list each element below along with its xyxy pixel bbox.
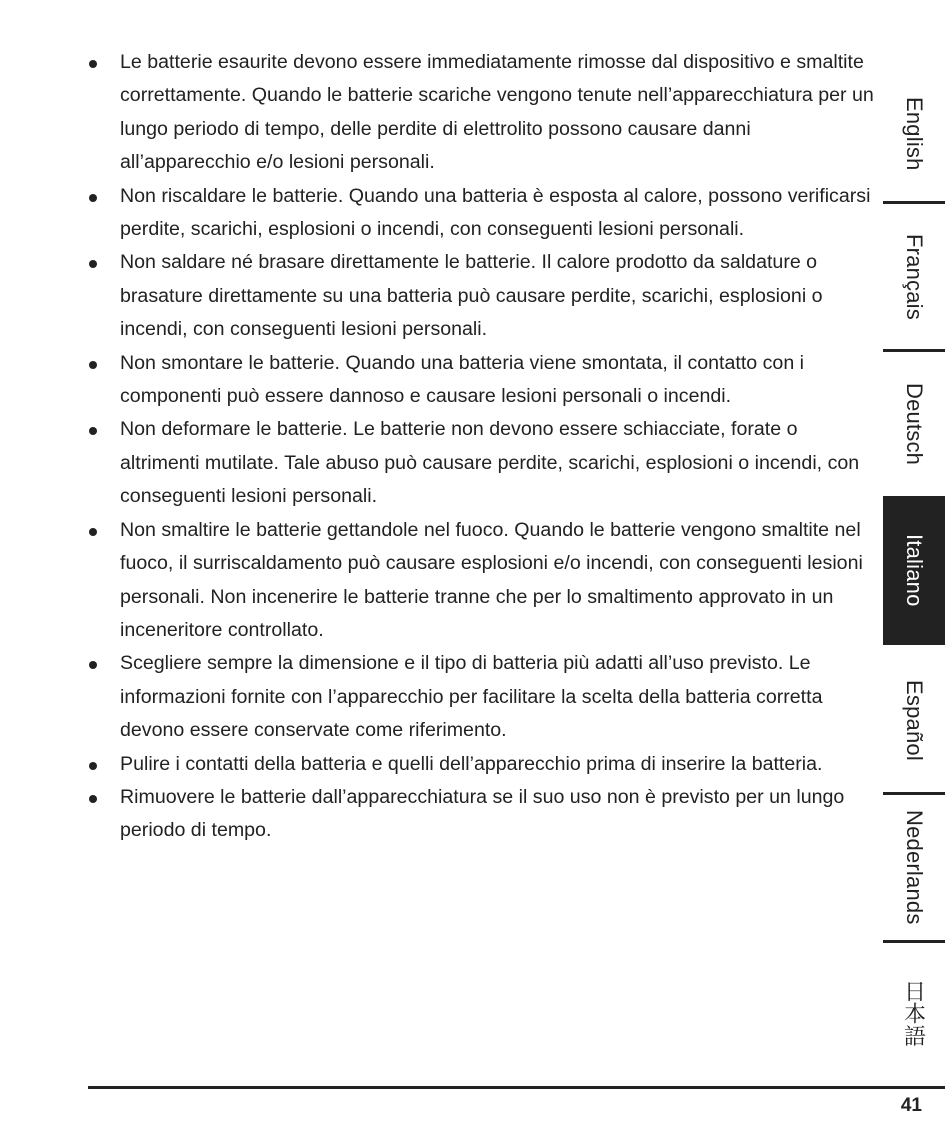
list-item [88,347,878,414]
list-item-text: Pulire i contatti della batteria e quelli dell’apparecchio prima di inserire la batteria. [120,752,823,775]
list-item-text: Non deformare le batterie. Le batterie non devono essere schiacciate, forate o altrimenti mutilate. Tale abuso può causare perdite, scarichi, esplosioni o incendi, con conseguenti lesioni personali. [120,418,860,508]
list-item [88,413,878,513]
battery-safety-list [88,46,878,848]
bullet-icon [89,427,97,435]
list-item [88,781,878,848]
tab-label: Español [902,680,927,761]
list-item-text: Rimuovere le batterie dall’apparecchiatura se il suo uso non è previsto per un lungo periodo di tempo. [120,785,845,842]
bullet-icon [89,60,97,68]
tab-label: Italiano [902,534,927,607]
bullet-icon [89,795,97,803]
footer-divider [88,1086,945,1089]
list-item [88,514,878,648]
bullet-icon [89,528,97,536]
list-item-text: Non saldare né brasare direttamente le batterie. Il calore prodotto da saldature o brasature direttamente su una batteria può causare perdite, scarichi, esplosioni o incendi, con conseguenti lesioni personali. [120,251,823,341]
list-item-text: Non riscaldare le batterie. Quando una batteria è esposta al calore, possono verificarsi perdite, scarichi, esplosioni o incendi, con conseguenti lesioni personali. [120,184,871,241]
tab-label: English [902,97,927,171]
bullet-icon [89,361,97,369]
list-item [88,180,878,247]
list-item [88,46,878,180]
bullet-icon [89,194,97,202]
tab-label: 日本語 [901,979,927,1047]
list-item-text: Scegliere sempre la dimensione e il tipo di batteria più adatti all’uso previsto. Le informazioni fornite con l’apparecchio per facilitare la scelta della batteria corretta devono essere conservate come riferimento. [120,652,823,742]
tab-italiano[interactable] [883,496,945,645]
bullet-icon [89,762,97,770]
tab-english[interactable] [883,66,945,202]
main-content [88,46,878,848]
list-item [88,246,878,346]
page-number: 41 [900,1095,922,1116]
tab-deutsch[interactable] [883,352,945,496]
list-item [88,647,878,747]
tab-label: Français [902,234,927,320]
tab-label: Nederlands [902,810,927,925]
tab-francais[interactable] [883,204,945,350]
list-item [88,748,878,781]
bullet-icon [89,661,97,669]
list-item-text: Le batterie esaurite devono essere immediatamente rimosse dal dispositivo e smaltite correttamente. Quando le batterie scariche vengono tenute nell’apparecchiatura per un lungo periodo di tempo, delle perdite di elettrolito possono causare danni all’apparecchio e/o lesioni personali. [120,51,874,174]
tab-espanol[interactable] [883,648,945,793]
tab-japanese[interactable] [883,943,945,1083]
list-item-text: Non smontare le batterie. Quando una batteria viene smontata, il contatto con i componenti può essere dannoso e causare lesioni personali o incendi. [120,351,805,408]
tab-nederlands[interactable] [883,795,945,940]
list-item-text: Non smaltire le batterie gettandole nel fuoco. Quando le batterie vengono smaltite nel fuoco, il surriscaldamento può causare esplosioni e/o incendi, con conseguenti lesioni personali. Non incenerire le batterie tranne che per lo smaltimento approvato in un inceneritore controllato. [120,518,863,641]
tab-label: Deutsch [902,382,927,466]
bullet-icon [89,260,97,268]
